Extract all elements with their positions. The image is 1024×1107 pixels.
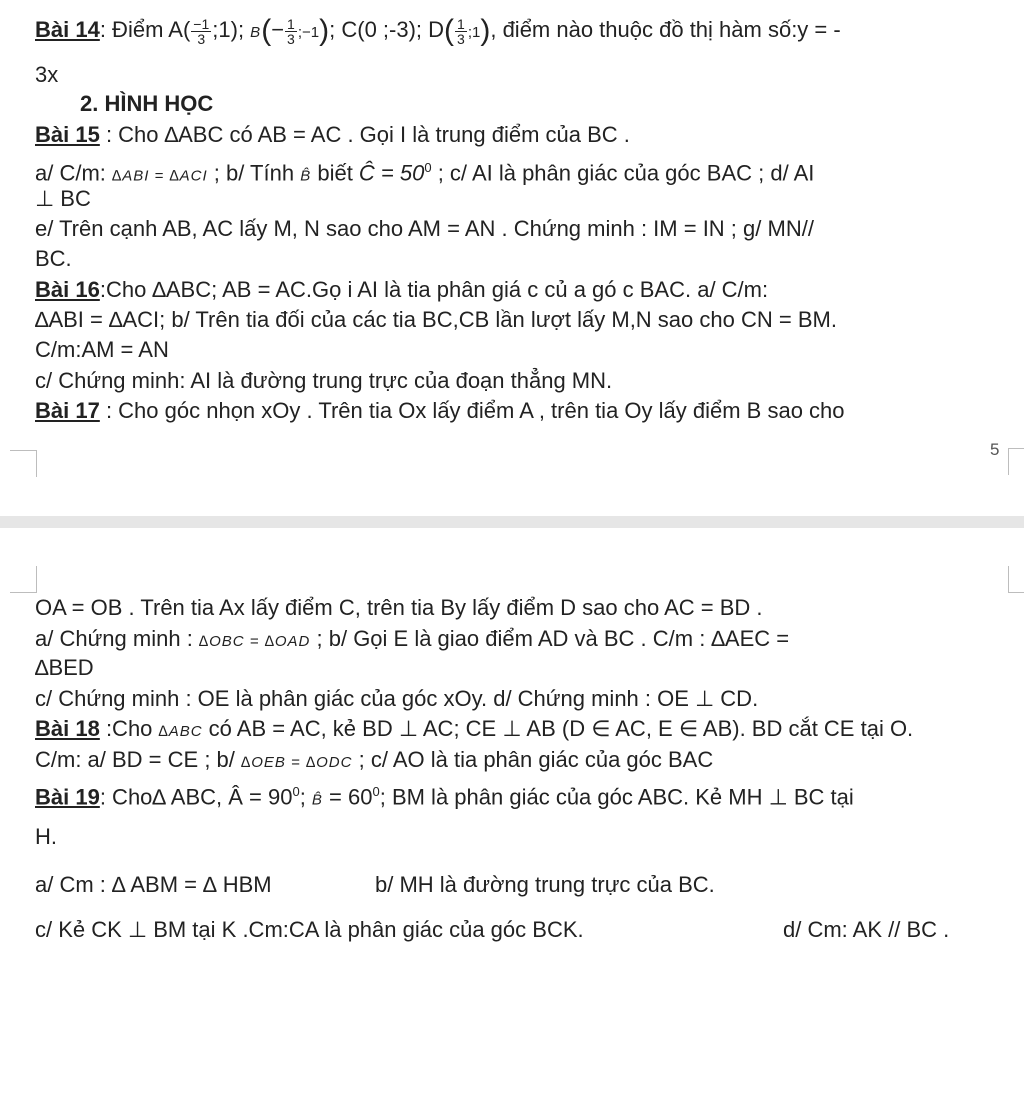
- b14-text-2: ;1);: [212, 17, 251, 42]
- b14-line-1: Bài 14: Điểm A( $\frac{-1}{3}$ ;1); B(− $\frac{1}{3}$ ;−1); C(0 ;-3); D( $\frac{1}{3}$ ;1), điểm nào thuộc đồ thị hàm số:y = -: [35, 14, 841, 48]
- b19-part-d: d/ Cm: AK // BC .: [783, 917, 950, 942]
- page-separator: [0, 516, 1024, 528]
- b16-line-3: C/m:AM = AN: [35, 337, 169, 362]
- b14-text-6: ;1: [467, 24, 481, 41]
- b17-title: Bài 17: [35, 398, 100, 423]
- b17-line-3: a/ Chứng minh : ∆OBC = ∆OAD ; b/ Gọi E là giao điểm AD và BC . C/m : ∆AEC =: [35, 626, 790, 651]
- b14-text-7: , điểm nào thuộc đồ thị hàm số:y = -: [490, 17, 841, 42]
- page-bottom: [0, 528, 1024, 1107]
- b16-line-2: ∆ABI = ∆ACI; b/ Trên tia đối của các tia BC,CB lần lượt lấy M,N sao cho CN = BM.: [35, 307, 837, 332]
- b15-angle-b: B̂: [300, 167, 312, 185]
- b17-line-5: c/ Chứng minh : OE là phân giác của góc xOy. d/ Chứng minh : OE ⊥ CD.: [35, 686, 759, 711]
- b16-text-1: :Cho ∆ABC; AB = AC.Gọ i AI là tia phân giá c củ a gó c BAC. a/ C/m:: [99, 277, 769, 302]
- b18-line-1: Bài 18 :Cho ∆ABC có AB = AC, kẻ BD ⊥ AC; CE ⊥ AB (D ∈ AC, E ∈ AB). BD cắt CE tại O.: [35, 716, 914, 741]
- b17-line-4: ∆BED: [35, 655, 94, 680]
- b15-title: Bài 15: [35, 122, 100, 147]
- b18-line-2: C/m: a/ BD = CE ; b/ ∆OEB = ∆ODC ; c/ AO là tia phân giác của góc BAC: [35, 747, 714, 772]
- b16-line-4: c/ Chứng minh: AI là đường trung trực của đoạn thẳng MN.: [35, 368, 613, 393]
- b17-congruence: ∆OBC = ∆OAD: [198, 633, 311, 650]
- b14-line-2: 3x: [35, 62, 59, 87]
- b19-line-3: [35, 870, 1012, 900]
- crop-mark-left-bottom: [10, 566, 37, 593]
- b19-angle-b: B̂: [311, 791, 323, 809]
- b15-text-1: : Cho ∆ABC có AB = AC . Gọi I là trung điểm của BC .: [99, 122, 630, 147]
- fraction-b: $\frac{1}{3}$: [287, 15, 295, 47]
- fraction-d: $\frac{1}{3}$: [457, 15, 465, 47]
- b19-title: Bài 19: [35, 784, 100, 810]
- b19-line-1: Bài 19: Cho∆ ABC, Â = $90^0$; B̂ = $60^0$; BM là phân giác của góc ABC. Kẻ MH ⊥ BC tại: [35, 784, 854, 810]
- b15-congruence: ∆ABI = ∆ACI: [112, 167, 208, 185]
- b14-minus: −: [271, 17, 285, 42]
- crop-mark-right-bottom: [1008, 566, 1024, 593]
- b19-line-2: H.: [35, 824, 57, 849]
- b19-line-4: [35, 915, 1012, 945]
- b14-text-1: : Điểm A(: [99, 17, 191, 42]
- b14-text-5: ; C(0 ;-3); D: [329, 17, 445, 42]
- b17-text-1: : Cho góc nhọn xOy . Trên tia Ox lấy điểm A , trên tia Oy lấy điểm B sao cho: [99, 398, 845, 423]
- b19-part-b: b/ MH là đường trung trực của BC.: [375, 872, 715, 897]
- b17-line-1: [35, 396, 1012, 426]
- crop-mark-left: [10, 450, 37, 477]
- b15-line-5: BC.: [35, 246, 72, 271]
- b15-angle-c: Ĉ = 50: [358, 160, 425, 186]
- b17-line-2: OA = OB . Trên tia Ax lấy điểm C, trên tia By lấy điểm D sao cho AC = BD .: [35, 595, 763, 620]
- fraction-a: $\frac{-1}{3}$: [193, 15, 210, 47]
- b16-title: Bài 16: [35, 277, 100, 302]
- b19-part-a: a/ Cm : ∆ ABM = ∆ HBM: [35, 872, 272, 897]
- page-top: [0, 0, 1024, 516]
- b18-triangle: ∆ABC: [158, 723, 203, 740]
- b15-line-2: a/ C/m: ∆ABI = ∆ACI ; b/ Tính B̂ biết Ĉ = $50^0$ ; c/ AI là phân giác của góc BAC ; d/ AI: [35, 160, 815, 186]
- b16-line-1: [35, 275, 1012, 305]
- b15-line-4: e/ Trên cạnh AB, AC lấy M, N sao cho AM = AN . Chứng minh : IM = IN ; g/ MN//: [35, 216, 814, 241]
- b18-congruence: ∆OEB = ∆ODC: [241, 754, 353, 771]
- crop-mark-right: [1008, 448, 1024, 475]
- b14-text-4: ;−1: [297, 24, 320, 41]
- section-heading: 2. HÌNH HỌC: [80, 91, 214, 116]
- b14-title: Bài 14: [35, 17, 100, 42]
- b18-title: Bài 18: [35, 716, 100, 741]
- b19-part-c: c/ Kẻ CK ⊥ BM tại K .Cm:CA là phân giác của góc BCK.: [35, 917, 584, 942]
- b14-point-b: B: [250, 24, 262, 41]
- page-number: 5: [990, 440, 1000, 459]
- b15-line-3: ⊥ BC: [35, 186, 91, 211]
- b15-line-1: [35, 120, 1012, 150]
